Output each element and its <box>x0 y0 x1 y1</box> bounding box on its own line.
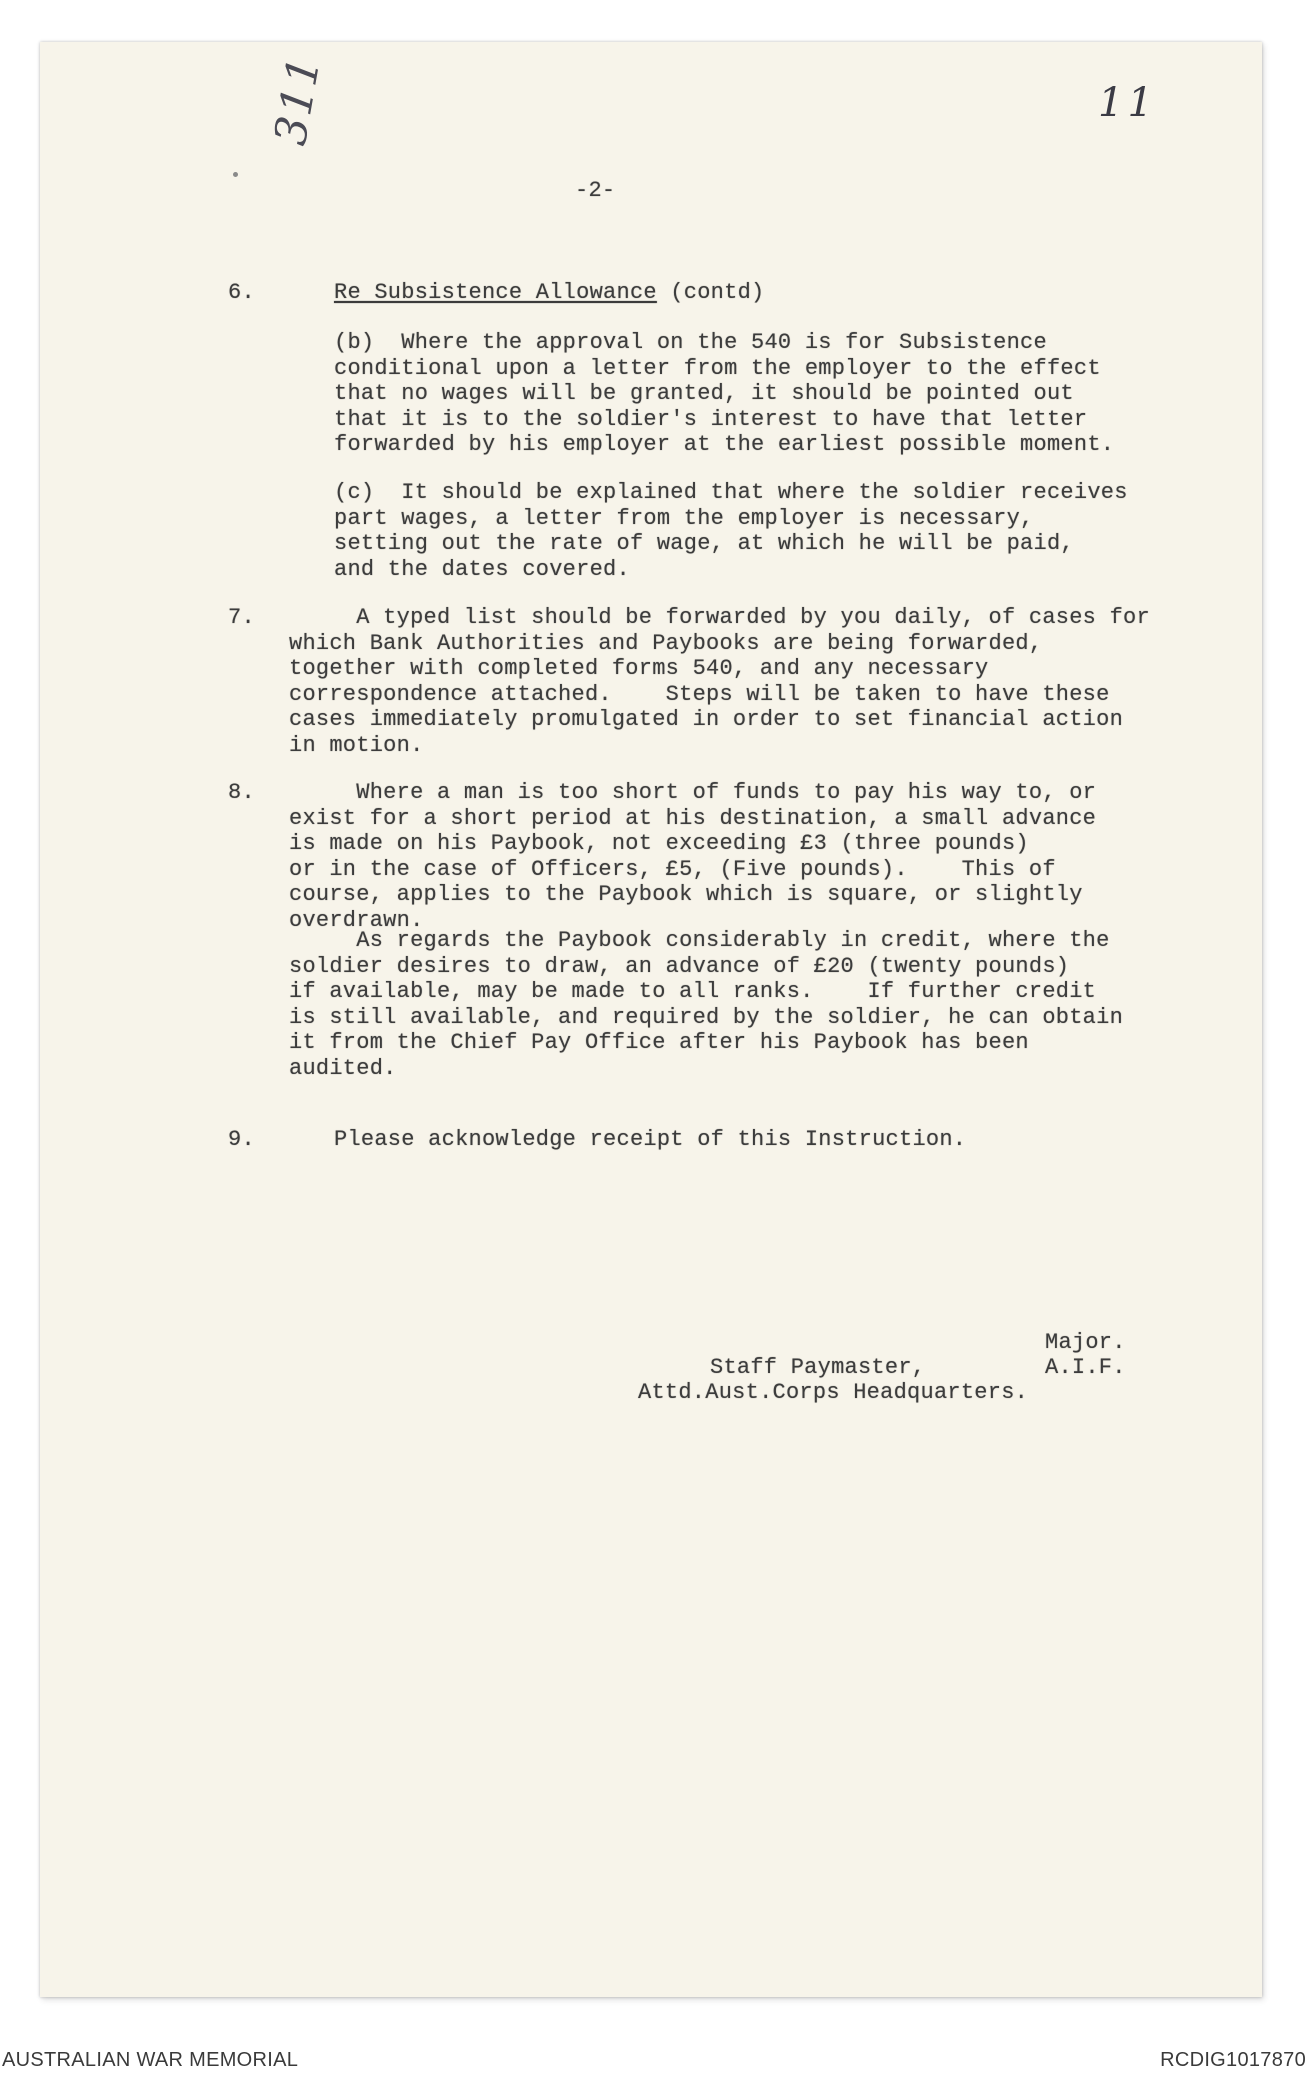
section-7-number: 7. <box>228 605 255 630</box>
archive-footer <box>0 2021 1314 2081</box>
section-8-paragraph-a: Where a man is too short of funds to pay his way to, or exist for a short period at his destination, a small advance is made on his Paybook, not exceeding £3 (three pounds) or in the case of Officers, £5, (Five pounds). This of course, applies to the Paybook which is square, or slightly overdrawn. <box>289 780 1097 933</box>
section-8-paragraph-b: As regards the Paybook considerably in credit, where the soldier desires to draw, an advance of £20 (twenty pounds) if available, may be made to all ranks. If further credit is still available, and required by the soldier, he can obtain it from the Chief Pay Office after his Paybook has been audited. <box>289 928 1124 1081</box>
section-6-paragraph-b: (b) Where the approval on the 540 is for Subsistence conditional upon a letter from the employer to the effect that no wages will be granted, it should be pointed out that it is to the soldier's interest to have that letter forwarded by his employer at the earliest possible moment. <box>334 330 1115 457</box>
section-6-number: 6. <box>228 280 255 305</box>
section-8-number: 8. <box>228 780 255 805</box>
section-6-heading <box>334 280 764 306</box>
footer-institution: AUSTRALIAN WAR MEMORIAL <box>2 2049 299 2071</box>
paper-spot <box>233 172 238 177</box>
signature-headquarters: Attd.Aust.Corps Headquarters. <box>638 1380 1029 1405</box>
section-6-heading-suffix: (contd) <box>656 280 765 305</box>
section-9-number: 9. <box>228 1127 255 1152</box>
page-number: -2- <box>575 178 616 203</box>
handwritten-page-mark: 11 <box>1098 80 1157 126</box>
section-9-paragraph: Please acknowledge receipt of this Instruction. <box>334 1127 967 1152</box>
signature-title: Staff Paymaster, <box>710 1355 926 1380</box>
section-7-paragraph: A typed list should be forwarded by you daily, of cases for which Bank Authorities and Paybooks are being forwarded, together with completed forms 540, and any necessary correspondence attached. Steps will be taken to have these cases immediately promulgated in order to set financial action in motion. <box>289 605 1150 758</box>
signature-unit: A.I.F. <box>1045 1355 1126 1380</box>
section-6-paragraph-c: (c) It should be explained that where the soldier receives part wages, a letter from the employer is necessary, setting out the rate of wage, at which he will be paid, and the dates covered. <box>334 480 1128 582</box>
footer-record-id: RCDIG1017870 <box>1160 2049 1306 2071</box>
handwritten-folio-number: 311 <box>265 51 331 149</box>
section-6-heading-title: Re Subsistence Allowance <box>334 280 657 305</box>
signature-rank: Major. <box>1045 1330 1126 1355</box>
